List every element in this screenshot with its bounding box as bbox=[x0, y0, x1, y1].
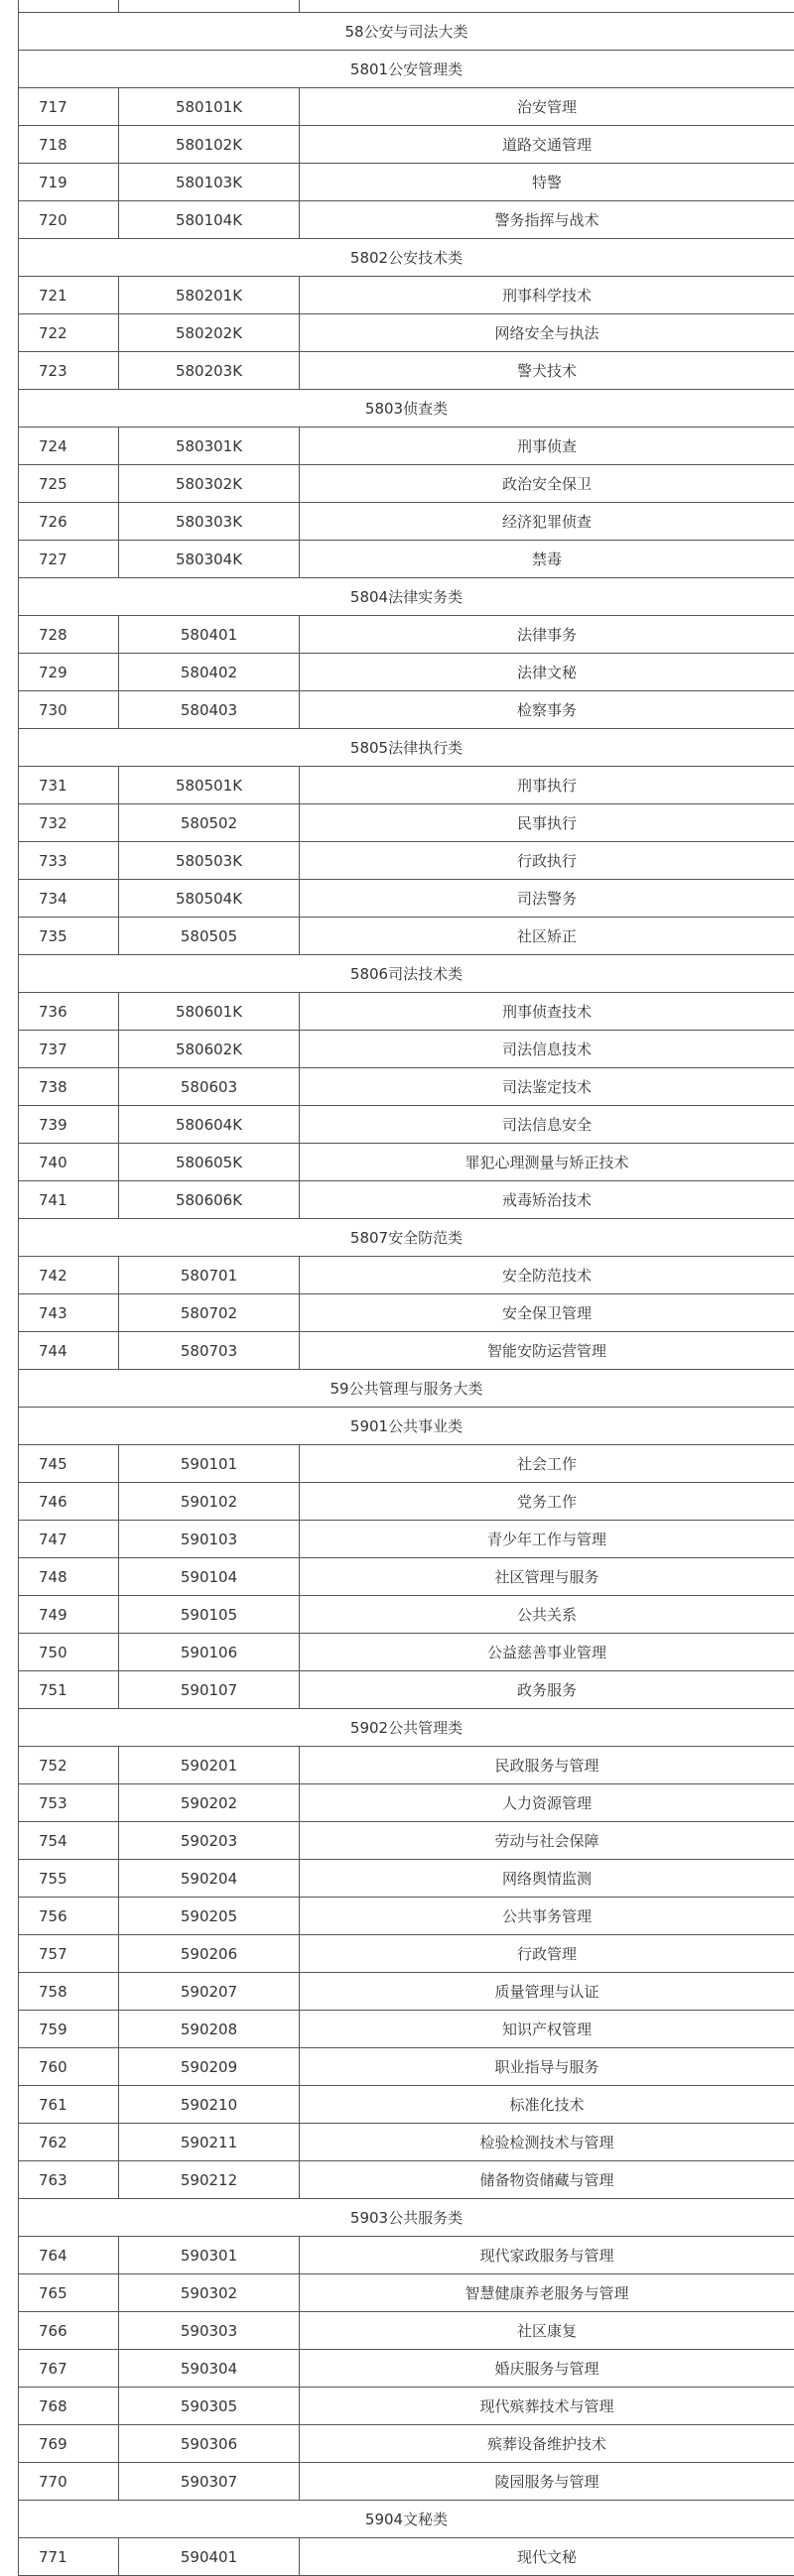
major-name-cell: 质量管理与认证 bbox=[300, 1973, 794, 2011]
row-number-cell: 719 bbox=[19, 164, 119, 201]
row-number-cell: 756 bbox=[19, 1898, 119, 1935]
table-row bbox=[19, 2048, 794, 2086]
row-number-cell: 765 bbox=[19, 2274, 119, 2312]
row-number-cell: 769 bbox=[19, 2425, 119, 2463]
major-name-cell: 政治安全保卫 bbox=[300, 465, 794, 503]
row-number-cell: 731 bbox=[19, 767, 119, 804]
major-name-cell: 公共关系 bbox=[300, 1596, 794, 1634]
major-code-cell: 590203 bbox=[119, 1822, 300, 1860]
major-name-cell: 特警 bbox=[300, 164, 794, 201]
major-code-cell: 590205 bbox=[119, 1898, 300, 1935]
table-row bbox=[19, 1596, 794, 1634]
major-code-cell: 580102K bbox=[119, 126, 300, 164]
major-code-cell: 590304 bbox=[119, 2350, 300, 2388]
row-number-cell: 763 bbox=[19, 2161, 119, 2199]
table-row bbox=[19, 1068, 794, 1106]
table-row bbox=[19, 1294, 794, 1332]
major-name-cell: 网络舆情监测 bbox=[300, 1860, 794, 1898]
remnant-cell bbox=[119, 0, 300, 13]
major-code-cell: 590209 bbox=[119, 2048, 300, 2086]
major-name-cell: 刑事侦查技术 bbox=[300, 993, 794, 1031]
major-code-cell: 580203K bbox=[119, 352, 300, 390]
table-row bbox=[19, 1898, 794, 1935]
major-name-cell: 现代家政服务与管理 bbox=[300, 2237, 794, 2274]
major-name-cell: 行政管理 bbox=[300, 1935, 794, 1973]
major-name-cell: 法律文秘 bbox=[300, 654, 794, 691]
table-row bbox=[19, 465, 794, 503]
row-number-cell: 752 bbox=[19, 1747, 119, 1784]
table-row bbox=[19, 1973, 794, 2011]
major-code-cell: 590206 bbox=[119, 1935, 300, 1973]
major-name-cell: 政务服务 bbox=[300, 1671, 794, 1709]
table-row bbox=[19, 616, 794, 654]
major-name-cell: 检验检测技术与管理 bbox=[300, 2124, 794, 2161]
table-row bbox=[19, 1822, 794, 1860]
table-row bbox=[19, 993, 794, 1031]
category-header-label: 5901公共事业类 bbox=[19, 1408, 794, 1445]
major-name-cell: 社会工作 bbox=[300, 1445, 794, 1483]
table-row bbox=[19, 2237, 794, 2274]
major-code-cell: 580606K bbox=[119, 1181, 300, 1219]
category-header-row bbox=[19, 955, 794, 993]
major-name-cell: 禁毒 bbox=[300, 541, 794, 578]
row-number-cell: 755 bbox=[19, 1860, 119, 1898]
major-name-cell: 青少年工作与管理 bbox=[300, 1521, 794, 1558]
major-name-cell: 陵园服务与管理 bbox=[300, 2463, 794, 2501]
major-code-cell: 580703 bbox=[119, 1332, 300, 1370]
major-name-cell: 刑事侦查 bbox=[300, 428, 794, 465]
major-catalog-table bbox=[18, 0, 794, 2576]
table-row bbox=[19, 1144, 794, 1181]
major-name-cell: 现代殡葬技术与管理 bbox=[300, 2388, 794, 2425]
row-number-cell: 770 bbox=[19, 2463, 119, 2501]
major-name-cell: 社区康复 bbox=[300, 2312, 794, 2350]
major-code-cell: 580604K bbox=[119, 1106, 300, 1144]
table-row bbox=[19, 2011, 794, 2048]
major-name-cell: 警务指挥与战术 bbox=[300, 201, 794, 239]
major-code-cell: 590103 bbox=[119, 1521, 300, 1558]
major-code-cell: 580202K bbox=[119, 314, 300, 352]
major-name-cell: 知识产权管理 bbox=[300, 2011, 794, 2048]
row-number-cell: 753 bbox=[19, 1784, 119, 1822]
row-number-cell: 762 bbox=[19, 2124, 119, 2161]
category-header-label: 5904文秘类 bbox=[19, 2501, 794, 2538]
row-number-cell: 729 bbox=[19, 654, 119, 691]
table-row bbox=[19, 880, 794, 918]
major-name-cell: 司法鉴定技术 bbox=[300, 1068, 794, 1106]
major-name-cell: 职业指导与服务 bbox=[300, 2048, 794, 2086]
major-code-cell: 580501K bbox=[119, 767, 300, 804]
table-row bbox=[19, 126, 794, 164]
row-number-cell: 737 bbox=[19, 1031, 119, 1068]
row-number-cell: 725 bbox=[19, 465, 119, 503]
table-row bbox=[19, 277, 794, 314]
major-name-cell: 司法警务 bbox=[300, 880, 794, 918]
table-row bbox=[19, 2086, 794, 2124]
table-row bbox=[19, 1031, 794, 1068]
major-code-cell: 590105 bbox=[119, 1596, 300, 1634]
category-header-label: 5902公共管理类 bbox=[19, 1709, 794, 1747]
table-row bbox=[19, 503, 794, 541]
row-number-cell: 732 bbox=[19, 804, 119, 842]
row-number-cell: 728 bbox=[19, 616, 119, 654]
major-name-cell: 智能安防运营管理 bbox=[300, 1332, 794, 1370]
major-code-cell: 590305 bbox=[119, 2388, 300, 2425]
row-number-cell: 721 bbox=[19, 277, 119, 314]
row-number-cell: 760 bbox=[19, 2048, 119, 2086]
major-name-cell: 公共事务管理 bbox=[300, 1898, 794, 1935]
row-number-cell: 717 bbox=[19, 88, 119, 126]
major-code-cell: 590104 bbox=[119, 1558, 300, 1596]
category-header-row bbox=[19, 729, 794, 767]
row-number-cell: 736 bbox=[19, 993, 119, 1031]
row-number-cell: 734 bbox=[19, 880, 119, 918]
major-name-cell: 社区矫正 bbox=[300, 918, 794, 955]
category-header-row bbox=[19, 2199, 794, 2237]
major-code-cell: 580403 bbox=[119, 691, 300, 729]
table-row bbox=[19, 918, 794, 955]
table-row bbox=[19, 2161, 794, 2199]
row-number-cell: 741 bbox=[19, 1181, 119, 1219]
major-name-cell: 警犬技术 bbox=[300, 352, 794, 390]
table-row bbox=[19, 164, 794, 201]
category-header-row bbox=[19, 13, 794, 51]
major-code-cell: 590302 bbox=[119, 2274, 300, 2312]
major-name-cell: 安全保卫管理 bbox=[300, 1294, 794, 1332]
major-name-cell: 现代文秘 bbox=[300, 2538, 794, 2576]
major-name-cell: 殡葬设备维护技术 bbox=[300, 2425, 794, 2463]
row-number-cell: 758 bbox=[19, 1973, 119, 2011]
major-name-cell: 储备物资储藏与管理 bbox=[300, 2161, 794, 2199]
table-row bbox=[19, 842, 794, 880]
major-code-cell: 580104K bbox=[119, 201, 300, 239]
row-number-cell: 748 bbox=[19, 1558, 119, 1596]
row-number-cell: 744 bbox=[19, 1332, 119, 1370]
table-row bbox=[19, 314, 794, 352]
major-code-cell: 580603 bbox=[119, 1068, 300, 1106]
major-name-cell: 戒毒矫治技术 bbox=[300, 1181, 794, 1219]
major-catalog-table-container bbox=[18, 0, 794, 2576]
major-code-cell: 590306 bbox=[119, 2425, 300, 2463]
table-row bbox=[19, 654, 794, 691]
major-code-cell: 590107 bbox=[119, 1671, 300, 1709]
table-row bbox=[19, 1332, 794, 1370]
category-header-row bbox=[19, 578, 794, 616]
major-name-cell: 党务工作 bbox=[300, 1483, 794, 1521]
major-name-cell: 治安管理 bbox=[300, 88, 794, 126]
major-name-cell: 法律事务 bbox=[300, 616, 794, 654]
row-number-cell: 723 bbox=[19, 352, 119, 390]
category-header-row bbox=[19, 239, 794, 277]
major-name-cell: 智慧健康养老服务与管理 bbox=[300, 2274, 794, 2312]
row-number-cell: 724 bbox=[19, 428, 119, 465]
table-row bbox=[19, 691, 794, 729]
table-row bbox=[19, 1558, 794, 1596]
major-name-cell: 婚庆服务与管理 bbox=[300, 2350, 794, 2388]
major-code-cell: 580505 bbox=[119, 918, 300, 955]
major-code-cell: 580605K bbox=[119, 1144, 300, 1181]
table-top-remnant-row bbox=[19, 0, 794, 13]
row-number-cell: 761 bbox=[19, 2086, 119, 2124]
table-body bbox=[19, 0, 794, 2576]
category-header-label: 5802公安技术类 bbox=[19, 239, 794, 277]
row-number-cell: 745 bbox=[19, 1445, 119, 1483]
major-code-cell: 580301K bbox=[119, 428, 300, 465]
table-row bbox=[19, 541, 794, 578]
remnant-cell bbox=[300, 0, 794, 13]
major-name-cell: 行政执行 bbox=[300, 842, 794, 880]
major-code-cell: 580602K bbox=[119, 1031, 300, 1068]
table-row bbox=[19, 1521, 794, 1558]
major-code-cell: 590202 bbox=[119, 1784, 300, 1822]
table-row bbox=[19, 1634, 794, 1671]
table-row bbox=[19, 1747, 794, 1784]
table-row bbox=[19, 2463, 794, 2501]
table-row bbox=[19, 1106, 794, 1144]
row-number-cell: 718 bbox=[19, 126, 119, 164]
major-code-cell: 580701 bbox=[119, 1257, 300, 1294]
row-number-cell: 750 bbox=[19, 1634, 119, 1671]
table-row bbox=[19, 2124, 794, 2161]
category-header-label: 58公安与司法大类 bbox=[19, 13, 794, 51]
major-name-cell: 社区管理与服务 bbox=[300, 1558, 794, 1596]
row-number-cell: 740 bbox=[19, 1144, 119, 1181]
major-code-cell: 580601K bbox=[119, 993, 300, 1031]
row-number-cell: 743 bbox=[19, 1294, 119, 1332]
major-code-cell: 590204 bbox=[119, 1860, 300, 1898]
major-code-cell: 590307 bbox=[119, 2463, 300, 2501]
row-number-cell: 759 bbox=[19, 2011, 119, 2048]
row-number-cell: 768 bbox=[19, 2388, 119, 2425]
table-row bbox=[19, 1935, 794, 1973]
row-number-cell: 754 bbox=[19, 1822, 119, 1860]
table-row bbox=[19, 1257, 794, 1294]
major-code-cell: 590401 bbox=[119, 2538, 300, 2576]
major-code-cell: 580702 bbox=[119, 1294, 300, 1332]
major-code-cell: 580303K bbox=[119, 503, 300, 541]
major-code-cell: 590212 bbox=[119, 2161, 300, 2199]
table-row bbox=[19, 352, 794, 390]
table-row bbox=[19, 804, 794, 842]
major-code-cell: 590210 bbox=[119, 2086, 300, 2124]
major-code-cell: 580503K bbox=[119, 842, 300, 880]
row-number-cell: 722 bbox=[19, 314, 119, 352]
table-row bbox=[19, 1671, 794, 1709]
category-header-label: 5806司法技术类 bbox=[19, 955, 794, 993]
major-code-cell: 590303 bbox=[119, 2312, 300, 2350]
row-number-cell: 746 bbox=[19, 1483, 119, 1521]
row-number-cell: 771 bbox=[19, 2538, 119, 2576]
major-code-cell: 590211 bbox=[119, 2124, 300, 2161]
major-name-cell: 民事执行 bbox=[300, 804, 794, 842]
row-number-cell: 727 bbox=[19, 541, 119, 578]
category-header-row bbox=[19, 390, 794, 428]
table-row bbox=[19, 1445, 794, 1483]
table-row bbox=[19, 1860, 794, 1898]
table-row bbox=[19, 201, 794, 239]
category-header-label: 5801公安管理类 bbox=[19, 51, 794, 88]
major-code-cell: 580302K bbox=[119, 465, 300, 503]
major-code-cell: 590207 bbox=[119, 1973, 300, 2011]
row-number-cell: 749 bbox=[19, 1596, 119, 1634]
major-code-cell: 580101K bbox=[119, 88, 300, 126]
row-number-cell: 735 bbox=[19, 918, 119, 955]
table-row bbox=[19, 2350, 794, 2388]
table-row bbox=[19, 2388, 794, 2425]
major-code-cell: 590101 bbox=[119, 1445, 300, 1483]
row-number-cell: 742 bbox=[19, 1257, 119, 1294]
major-code-cell: 590301 bbox=[119, 2237, 300, 2274]
row-number-cell: 764 bbox=[19, 2237, 119, 2274]
major-name-cell: 司法信息技术 bbox=[300, 1031, 794, 1068]
major-name-cell: 罪犯心理测量与矫正技术 bbox=[300, 1144, 794, 1181]
category-header-label: 5903公共服务类 bbox=[19, 2199, 794, 2237]
major-code-cell: 580201K bbox=[119, 277, 300, 314]
remnant-cell bbox=[19, 0, 119, 13]
category-header-label: 5807安全防范类 bbox=[19, 1219, 794, 1257]
row-number-cell: 751 bbox=[19, 1671, 119, 1709]
major-name-cell: 经济犯罪侦查 bbox=[300, 503, 794, 541]
major-name-cell: 安全防范技术 bbox=[300, 1257, 794, 1294]
major-name-cell: 司法信息安全 bbox=[300, 1106, 794, 1144]
major-name-cell: 检察事务 bbox=[300, 691, 794, 729]
category-header-row bbox=[19, 1709, 794, 1747]
category-header-row bbox=[19, 1370, 794, 1408]
table-row bbox=[19, 88, 794, 126]
table-row bbox=[19, 1181, 794, 1219]
major-name-cell: 人力资源管理 bbox=[300, 1784, 794, 1822]
table-row bbox=[19, 1784, 794, 1822]
row-number-cell: 733 bbox=[19, 842, 119, 880]
category-header-row bbox=[19, 1219, 794, 1257]
major-name-cell: 民政服务与管理 bbox=[300, 1747, 794, 1784]
table-row bbox=[19, 767, 794, 804]
category-header-label: 5804法律实务类 bbox=[19, 578, 794, 616]
major-code-cell: 590106 bbox=[119, 1634, 300, 1671]
row-number-cell: 757 bbox=[19, 1935, 119, 1973]
table-row bbox=[19, 2425, 794, 2463]
major-code-cell: 590102 bbox=[119, 1483, 300, 1521]
row-number-cell: 739 bbox=[19, 1106, 119, 1144]
row-number-cell: 767 bbox=[19, 2350, 119, 2388]
row-number-cell: 726 bbox=[19, 503, 119, 541]
major-name-cell: 刑事执行 bbox=[300, 767, 794, 804]
category-header-label: 5803侦查类 bbox=[19, 390, 794, 428]
major-code-cell: 580304K bbox=[119, 541, 300, 578]
major-name-cell: 标准化技术 bbox=[300, 2086, 794, 2124]
table-row bbox=[19, 2312, 794, 2350]
table-row bbox=[19, 2538, 794, 2576]
category-header-label: 5805法律执行类 bbox=[19, 729, 794, 767]
row-number-cell: 766 bbox=[19, 2312, 119, 2350]
major-code-cell: 590201 bbox=[119, 1747, 300, 1784]
category-header-row bbox=[19, 51, 794, 88]
major-name-cell: 网络安全与执法 bbox=[300, 314, 794, 352]
major-code-cell: 590208 bbox=[119, 2011, 300, 2048]
table-row bbox=[19, 428, 794, 465]
major-name-cell: 公益慈善事业管理 bbox=[300, 1634, 794, 1671]
category-header-label: 59公共管理与服务大类 bbox=[19, 1370, 794, 1408]
category-header-row bbox=[19, 1408, 794, 1445]
major-name-cell: 刑事科学技术 bbox=[300, 277, 794, 314]
row-number-cell: 747 bbox=[19, 1521, 119, 1558]
major-code-cell: 580402 bbox=[119, 654, 300, 691]
major-name-cell: 劳动与社会保障 bbox=[300, 1822, 794, 1860]
major-name-cell: 道路交通管理 bbox=[300, 126, 794, 164]
table-row bbox=[19, 1483, 794, 1521]
major-code-cell: 580502 bbox=[119, 804, 300, 842]
row-number-cell: 730 bbox=[19, 691, 119, 729]
table-row bbox=[19, 2274, 794, 2312]
row-number-cell: 738 bbox=[19, 1068, 119, 1106]
major-code-cell: 580401 bbox=[119, 616, 300, 654]
row-number-cell: 720 bbox=[19, 201, 119, 239]
major-code-cell: 580504K bbox=[119, 880, 300, 918]
major-code-cell: 580103K bbox=[119, 164, 300, 201]
